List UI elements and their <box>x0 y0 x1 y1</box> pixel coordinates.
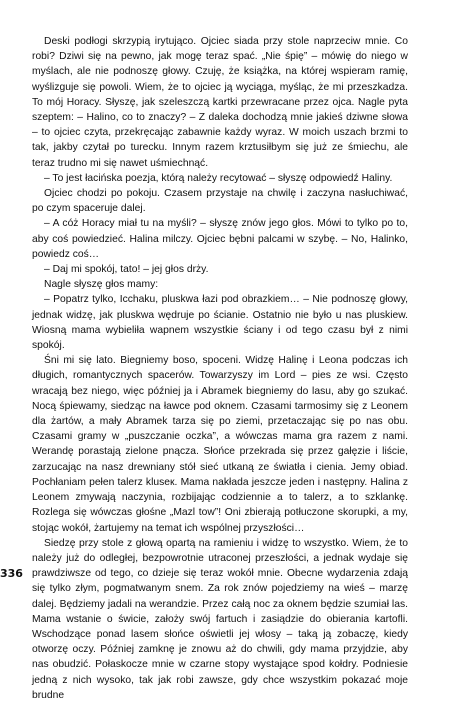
paragraph: – Popatrz tylko, Icchaku, pluskwa łazi pod obrazkiem… – Nie podnoszę głowy, jednak widzę, jak pluskwa wędruje po ścianie. Ostatnio nie było u nas pluskiew. Wiosną mama wybieliła wapnem wszystkie ściany i od tego czasu był z nimi spokój. <box>32 294 408 352</box>
paragraph: Ojciec chodzi po pokoju. Czasem przystaje na chwilę i zaczyna nasłuchiwać, po czym spaceruje dalej. <box>32 188 408 215</box>
body-text <box>32 34 408 703</box>
paragraph: – Daj mi spokój, tato! – jej głos drży. <box>44 264 209 276</box>
page-number: 336 <box>0 567 23 580</box>
paragraph: Deski podłogi skrzypią irytująco. Ojciec siada przy stole naprzeciw mnie. Co robi? Dziwi się na pewno, jak mogę teraz spać. „Nie śpię” – mówię do niego w myślach, ale nie podnoszę głowy. Czuję, że książka, na której wspieram ramię, wyślizguje się powoli. Wiem, że to ojciec ją wyciąga, myśląc, że mi przeszkadza. To mój Horacy. Słyszę, jak szeleszczą kartki przewracane przez ojca. Nagle pyta szeptem: – Halino, co to znaczy? – Z daleka dochodzą mnie jakieś dziwne słowa – to ojciec czyta, przekręcając zabawnie każdy wyraz. W moich uszach brzmi to tak, jakby czytał po turecku. Innym razem krztusiłbym się już ze śmiechu, ale teraz trudno mi się nawet uśmiechnąć. <box>32 36 408 169</box>
paragraph: Siedzę przy stole z głową opartą na ramieniu i widzę to wszystko. Wiem, że to należy już do odległej, bezpowrotnie utraconej przeszłości, a jednak wydaje się prawdziwsze od tego, co dzieje się teraz wokół mnie. Obecne wydarzenia zdają się tylko złym, pogmatwanym snem. Za rok znów pojedziemy na wieś – marzę dalej. Będziemy jadali na werandzie. Przez całą noc za oknem będzie szumiał las. Mama wstanie o świcie, założy swój fartuch i zasiądzie do obierania kartofli. Wschodzące ponad lasem słońce oświetli jej włosy – taką ją zobaczę, kiedy otworzę oczy. Później zamknę je znowu aż do chwili, gdy mama przyjdzie, aby nas obudzić. Połaskocze mnie w czarne stopy wystające spod kołdry. Podniesie jedną z nich wysoko, tak jak robi zawsze, gdy chce wszystkim pokazać moje brudne <box>32 537 408 701</box>
book-page <box>32 34 452 701</box>
paragraph: Nagle słyszę głos mamy: <box>44 279 159 291</box>
paragraph: Śni mi się lato. Biegniemy boso, spoceni. Widzę Halinę i Leona podczas ich długich, romantycznych spacerów. Towarzyszy im Lord – pies ze wsi. Często wracają bez niego, więc później ja i Abramek biegniemy do lasu, aby go szukać. Nocą śpiewamy, siedząc na ławce pod oknem. Czasami tarmosimy się z Leonem dla żartów, a mały Abramek tarza się po ziemi, przetaczając się po nas obu. Czasami gramy w „puszczanie oczka”, a wówczas mama gra razem z nami. Werandę porastają zielone pnącza. Słońce przekrada się przez gałęzie i liście, zarzucając na nasz drewniany stół sieć utkaną ze światła i cienia. Jemy obiad. Pochłaniam pełen talerz kluseк. Mama nakłada jeszcze jeden i następny. Halina z Leonem zmywają naczynia, rozbijając codziennie a to talerz, a to szklankę. Rozlega się wówczas głośne „Mazl tow”! Oni zbierają potłuczone skorupki, a my, stojąc wokół, żartujemy na temat ich wspólnej przyszłości… <box>32 355 408 534</box>
paragraph: – A cóż Horacy miał tu na myśli? – słyszę znów jego głos. Mówi to tylko po to, aby coś powiedzieć. Halina milczy. Ojciec bębni palcami w szybę. – No, Halinko, powiedz coś… <box>32 218 408 260</box>
paragraph: – To jest łacińska poezja, którą należy recytować – słyszę odpowiedź Haliny. <box>44 172 393 184</box>
